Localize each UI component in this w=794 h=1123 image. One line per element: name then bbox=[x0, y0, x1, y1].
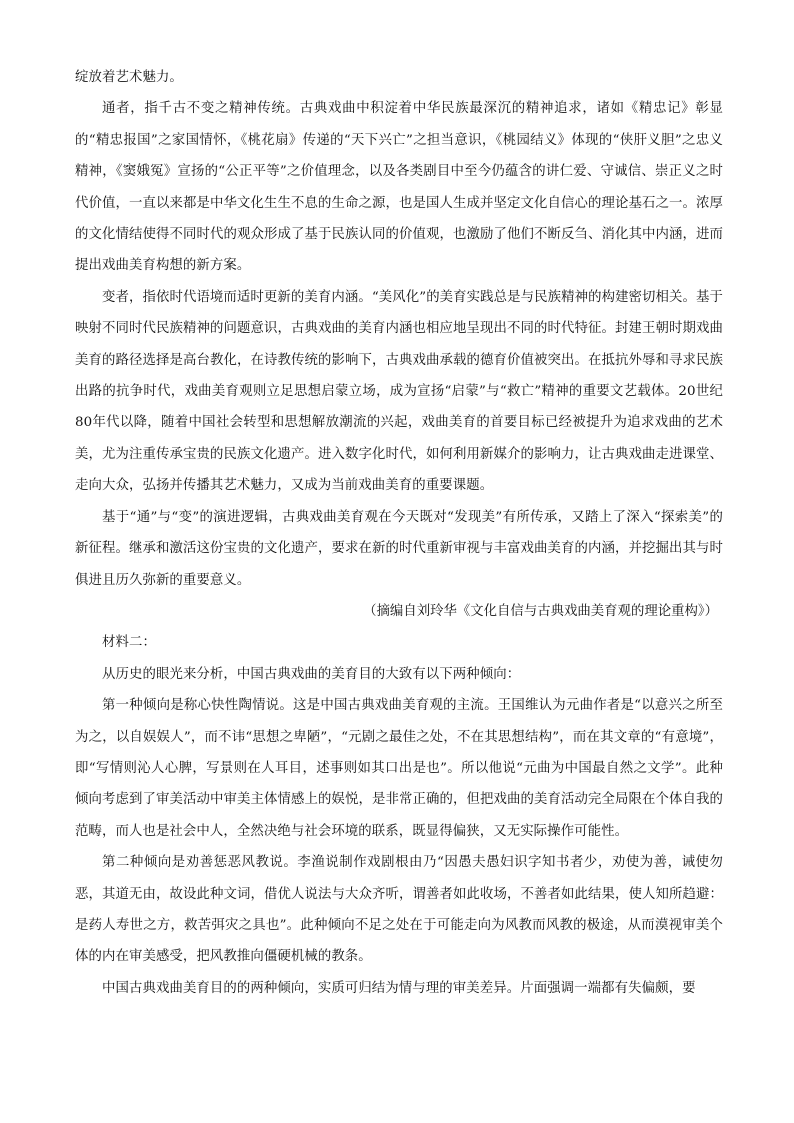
source-citation: （摘编自刘玲华《文化自信与古典戏曲美育观的理论重构》） bbox=[363, 603, 718, 619]
paragraph-continuation: 绽放着艺术魅力。 bbox=[75, 70, 183, 85]
paragraph-tong: 通者，指千古不变之精神传统。古典戏曲中积淀着中华民族最深沉的精神追求，诸如《精忠记》彰显的“精忠报国”之家国情怀，《桃花扇》传递的“天下兴亡”之担当意识，《桃园结义》体现的“侠肝义胆”之忠义精神，《窦娥冤》宣扬的“公正平等”之价值理念，以及各类剧目中至今仍蕴含的讲仁爱、守诚信、崇正义之时代价值，一直以来都是中华文化生生不息的生命之源，也是国人生成并坚定文化自信心的理论基石之一。浓厚的文化情结使得不同时代的观众形成了基于民族认同的价值观，也激励了他们不断反刍、消化其中内涵，进而提出戏曲美育构想的新方案。 bbox=[75, 101, 723, 274]
paragraph-first-tendency: 第一种倾向是称心快性陶情说。这是中国古典戏曲美育观的主流。王国维认为元曲作者是“以意兴之所至为之，以自娱娱人”，而不讳“思想之卑陋”，“元剧之最佳之处，不在其思想结构”，而在其文章的“有意境”，即“写情则沁人心脾，写景则在人耳目，述事则如其口出是也”。所以他说“元曲为中国最自然之文学”。此种倾向考虑到了审美活动中审美主体情感上的娱悦，是非常正确的，但把戏曲的美育活动完全局限在个体自我的范畴，而人也是社会中人，全然决绝与社会环境的联系，既显得偏狭，又无实际操作可能性。 bbox=[75, 698, 723, 839]
paragraph-conclusion-partial: 中国古典戏曲美育目的的两种倾向，实质可归结为情与理的审美差异。片面强调一端都有失偏颇，要 bbox=[102, 980, 696, 996]
paragraph-tong-bian-logic: 基于“通”与“变”的演进逻辑，古典戏曲美育观在今天既对“发现美”有所传承，又踏上了深入“探索美”的新征程。继承和激活这份宝贵的文化遗产，要求在新的时代重新审视与丰富戏曲美育的内涵，并挖掘出其与时俱进且历久弥新的重要意义。 bbox=[75, 509, 723, 588]
paragraph-second-tendency: 第二种倾向是劝善惩恶风教说。李渔说制作戏剧根由乃“因愚夫愚妇识字知书者少，劝使为善，诫使勿恶，其道无由，故设此种文词，借优人说法与大众齐听，谓善者如此收场，不善者如此结果，使人知所趋避：是药人寿世之方，救苦弭灾之具也”。此种倾向不足之处在于可能走向为风教而风教的极途，从而漠视审美个体的内在审美感受，把风教推向僵硬机械的教条。 bbox=[75, 855, 723, 965]
document-body bbox=[75, 62, 723, 1004]
paragraph-bian: 变者，指依时代语境而适时更新的美育内涵。“美风化”的美育实践总是与民族精神的构建密切相关。基于映射不同时代民族精神的问题意识，古典戏曲的美育内涵也相应地呈现出不同的时代特征。封建王朝时期戏曲美育的路径选择是高台教化，在诗教传统的影响下，古典戏曲承载的德育价值被突出。在抵抗外辱和寻求民族出路的抗争时代，戏曲美育观则立足思想启蒙立场，成为宣扬“启蒙”与“救亡”精神的重要文艺载体。20世纪80年代以降，随着中国社会转型和思想解放潮流的兴起，戏曲美育的首要目标已经被提升为追求戏曲的艺术美，尤为注重传承宝贵的民族文化遗产。进入数字化时代，如何利用新媒介的影响力，让古典戏曲走进课堂、走向大众，弘扬并传播其艺术魅力，又成为当前戏曲美育的重要课题。 bbox=[75, 289, 723, 494]
material-two-heading: 材料二： bbox=[102, 635, 156, 651]
paragraph-history-intro: 从历史的眼光来分析，中国古典戏曲的美育目的大致有以下两种倾向： bbox=[102, 666, 521, 682]
